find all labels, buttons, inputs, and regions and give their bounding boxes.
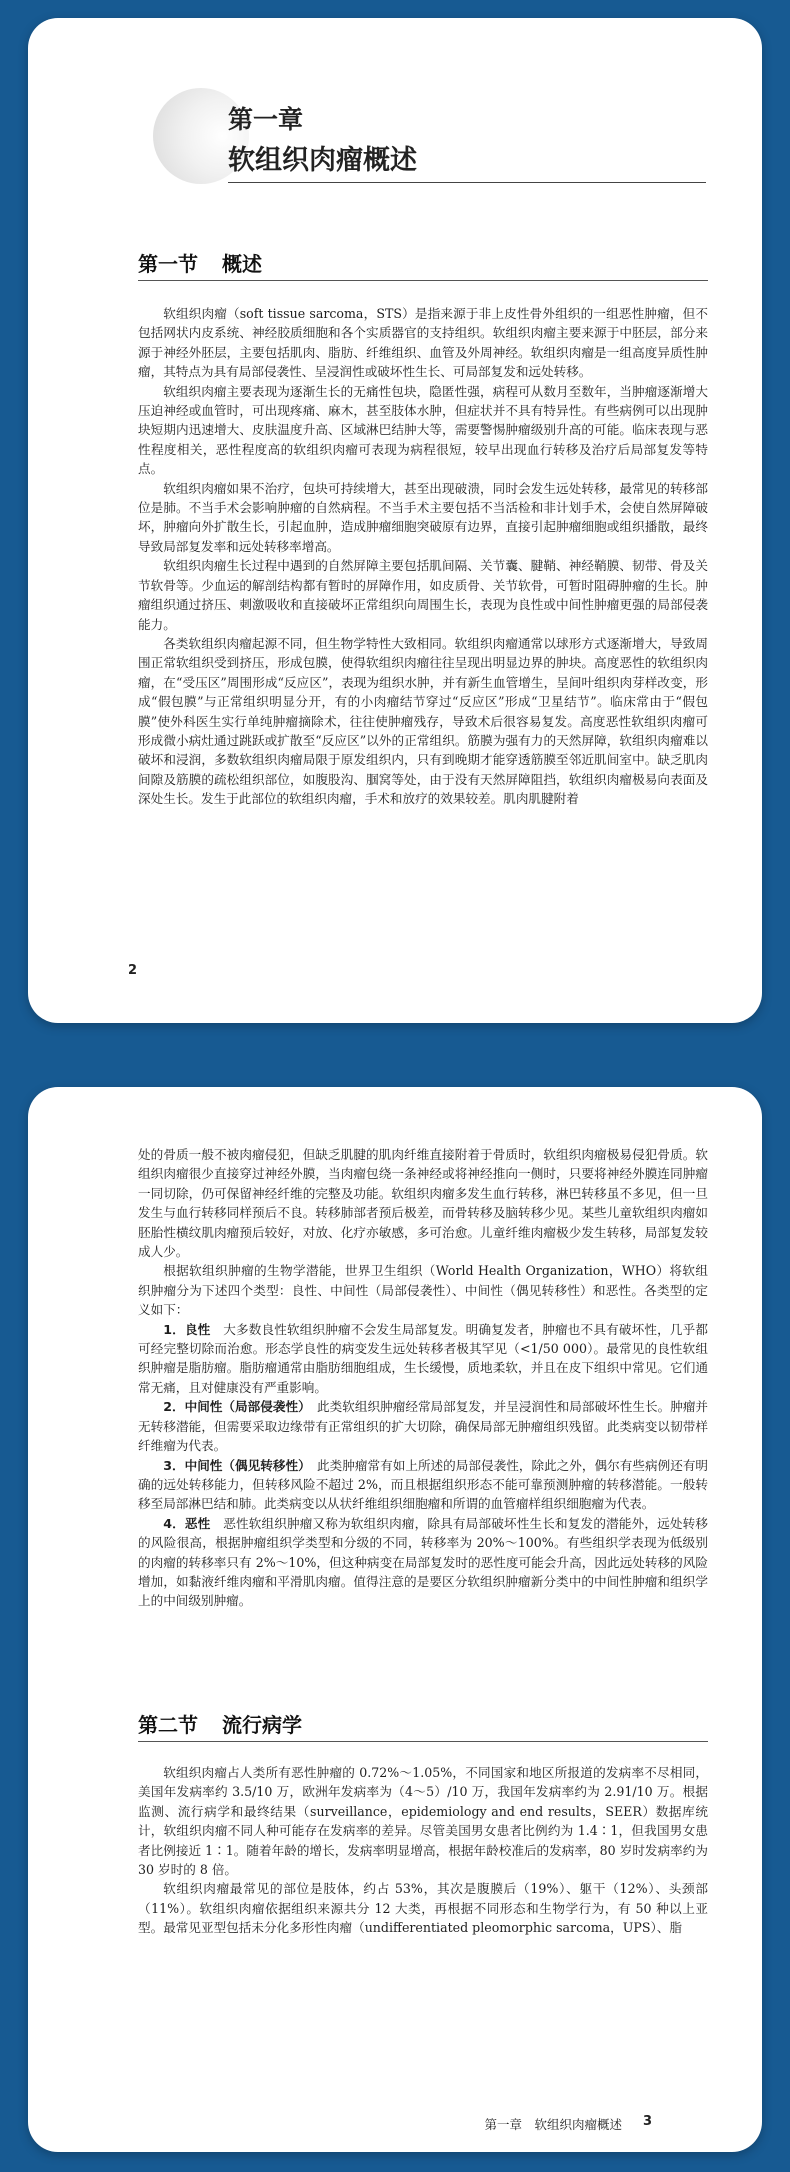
paragraph: 根据软组织肿瘤的生物学潜能，世界卫生组织（World Health Organization，WHO）将软组织肿瘤分为下述四个类型：良性、中间性（局部侵袭性）、中间性（偶见转移性）和恶性。各类型的定义如下：: [138, 1263, 708, 1318]
paragraph: 软组织肉瘤生长过程中遇到的自然屏障主要包括肌间隔、关节囊、腱鞘、神经鞘膜、韧带、骨及关节软骨等。少血运的解剖结构都有暂时的屏障作用，如皮质骨、关节软骨，可暂时阻碍肿瘤的生长。肿瘤组织通过挤压、刺激吸收和直接破坏正常组织向周围生长，表现为良性或中间性肿瘤更强的局部侵袭能力。: [138, 558, 708, 632]
paragraph: 软组织肉瘤（soft tissue sarcoma，STS）是指来源于非上皮性骨外组织的一组恶性肿瘤，但不包括网状内皮系统、神经胶质细胞和各个实质器官的支持组织。软组织肉瘤主要来源于中胚层，部分来源于神经外胚层，主要包括肌肉、脂肪、纤维组织、血管及外周神经。软组织肉瘤是一组高度异质性肿瘤，其特点为具有局部侵袭性、呈浸润性或破坏性生长、可局部复发和远处转移。: [138, 306, 708, 380]
category-text: 大多数良性软组织肿瘤不会发生局部复发。明确复发者，肿瘤也不具有破坏性，几乎都可经完整切除而治愈。形态学良性的病变发生远处转移者极其罕见（<1/50 000）。最常见的良性软组织肿瘤是脂肪瘤。脂肪瘤通常由脂肪细胞组成，生长缓慢，质地柔软，并且在皮下组织中常见。它们通常无痛，且对健康没有严重影响。: [138, 1321, 709, 1395]
continued-body: [138, 1145, 708, 1611]
book-page-left: [28, 18, 762, 1023]
paragraph: 处的骨质一般不被肉瘤侵犯，但缺乏肌腱的肌肉纤维直接附着于骨质时，软组织肉瘤极易侵犯骨质。软组织肉瘤很少直接穿过神经外膜，当肉瘤包绕一条神经或将神经推向一侧时，只要将神经外膜连同肿瘤一同切除，仍可保留神经纤维的完整及功能。软组织肉瘤多发生血行转移，淋巴转移虽不多见，但一旦发生与血行转移同样预后不良。转移肺部者预后极差，而骨转移及脑转移少见。某些儿童软组织肉瘤如胚胎性横纹肌肉瘤预后较好，对放、化疗亦敏感，多可治愈。儿童纤维肉瘤极少发生转移，局部复发较成人少。: [138, 1147, 708, 1260]
category-text: 恶性软组织肿瘤又称为软组织肉瘤，除具有局部破坏性生长和复发的潜能外，远处转移的风险很高，根据肿瘤组织学类型和分级的不同，转移率为 20%～100%。有些组织学表现为低级别的肉瘤的转移率只有 2%～10%，但这种病变在局部复发时的恶性度可能会升高，因此远处转移的风险增加，如黏液纤维肉瘤和平滑肌肉瘤。值得注意的是要区分软组织肿瘤新分类中的中间性肿瘤和组织学上的中间级别肿瘤。: [138, 1515, 709, 1609]
epidemiology-body: [138, 1763, 708, 1938]
paragraph: 各类软组织肉瘤起源不同，但生物学特性大致相同。软组织肉瘤通常以球形方式逐渐增大，导致周围正常软组织受到挤压，形成包膜，使得软组织肉瘤往往呈现出明显边界的肿块。高度恶性的软组织肉瘤，在“受压区”周围形成“反应区”，表现为组织水肿，并有新生血管增生，呈间叶组织肉芽样改变，形成“假包膜”与正常组织明显分开，有的小肉瘤结节穿过“反应区”形成“卫星结节”。临床常由于“假包膜”使外科医生实行单纯肿瘤摘除术，往往使肿瘤残存，导致术后很容易复发。高度恶性软组织肉瘤可形成微小病灶通过跳跃或扩散至“反应区”以外的正常组织。筋膜为强有力的天然屏障，软组织肉瘤难以破坏和浸润，多数软组织肉瘤局限于原发组织内，只有到晚期才能穿透筋膜至邻近肌间室中。缺乏肌肉间隙及筋膜的疏松组织部位，如腹股沟、腘窝等处，由于没有天然屏障阻挡，软组织肉瘤极易向表面及深处生长。发生于此部位的软组织肉瘤，手术和放疗的效果较差。肌肉肌腱附着: [138, 635, 708, 807]
category-label: 3．中间性（偶见转移性）: [163, 1457, 305, 1473]
category-benign: [138, 1320, 708, 1398]
overview-body: [138, 304, 708, 809]
book-page-right: [28, 1087, 762, 2152]
paragraph: 软组织肉瘤占人类所有恶性肿瘤的 0.72%～1.05%，不同国家和地区所报道的发病率不尽相同，美国年发病率约 3.5/10 万，欧洲年发病率为（4～5）/10 万，我国年发病率约为 2.91/10 万。根据监测、流行病学和最终结果（surveillance，epidemiology and end results，SEER）数据库统计，软组织肉瘤不同人种可能存在发病率的差异。尽管美国男女患者比例约为 1.4∶1，但我国男女患者比例接近 1∶1。随着年龄的增长，发病率明显增高，根据年龄校准后的发病率，80 岁时发病率约为 30 岁时的 8 倍。: [138, 1765, 708, 1878]
chapter-divider: [228, 182, 706, 183]
paragraph: 软组织肉瘤最常见的部位是肢体，约占 53%，其次是腹膜后（19%）、躯干（12%）、头颈部（11%）。软组织肉瘤依据组织来源共分 12 大类，再根据不同形态和生物学行为，有 50 种以上亚型。最常见亚型包括未分化多形性肉瘤（undifferentiated pleomorphic sarcoma，UPS）、脂: [138, 1881, 708, 1936]
running-header: 第一章 软组织肉瘤概述: [484, 2117, 622, 2132]
page-number: 2: [128, 963, 138, 978]
category-intermediate-local: [138, 1397, 708, 1455]
section-number: 第一节: [138, 252, 198, 276]
category-label: 4．恶性: [163, 1515, 211, 1531]
category-text: 此类肿瘤常有如上所述的局部侵袭性，除此之外，偶尔有些病例还有明确的远处转移能力，但转移风险不超过 2%，而且根据组织形态不能可靠预测肿瘤的转移潜能。一般转移至局部淋巴结和肺。此类病变以从状纤维组织细胞瘤和所谓的血管瘤样组织细胞瘤为代表。: [138, 1457, 709, 1512]
category-label: 2．中间性（局部侵袭性）: [163, 1399, 305, 1415]
section-heading-epidemiology: [138, 1709, 302, 1738]
section-title: 概述: [222, 252, 262, 276]
page-number: 3: [642, 2114, 652, 2129]
category-label: 1．良性: [163, 1321, 211, 1337]
category-intermediate-metastasizing: [138, 1456, 708, 1514]
paragraph: 软组织肉瘤如果不治疗，包块可持续增大，甚至出现破溃，同时会发生远处转移，最常见的转移部位是肺。不当手术会影响肿瘤的自然病程。不当手术主要包括不当活检和非计划手术，会使自然屏障破坏，肿瘤向外扩散生长，引起血肿，造成肿瘤细胞突破原有边界，直接引起肿瘤细胞或组织播散，最终导致局部复发率和远处转移率增高。: [138, 480, 708, 554]
section-title: 流行病学: [222, 1713, 302, 1737]
paragraph: 软组织肉瘤主要表现为逐渐生长的无痛性包块，隐匿性强，病程可从数月至数年，当肿瘤逐渐增大压迫神经或血管时，可出现疼痛、麻木，甚至肢体水肿，但症状并不具有特异性。有些病例可以出现肿块短期内迅速增大、皮肤温度升高、区域淋巴结肿大等，需要警惕肿瘤级别升高的可能。临床表现与恶性程度相关，恶性程度高的软组织肉瘤可表现为病程很短，较早出现血行转移及治疗后局部复发等特点。: [138, 383, 708, 477]
category-text: 此类软组织肿瘤经常局部复发，并呈浸润性和局部破坏性生长。肿瘤并无转移潜能，但需要采取边缘带有正常组织的扩大切除，确保局部无肿瘤组织残留。此类病变以韧带样纤维瘤为代表。: [138, 1399, 709, 1454]
section-heading-overview: [138, 248, 262, 277]
chapter-number: 第一章: [228, 105, 304, 134]
section-divider: [138, 1741, 708, 1742]
category-malignant: [138, 1514, 708, 1611]
chapter-title: 软组织肉瘤概述: [228, 145, 417, 176]
section-number: 第二节: [138, 1713, 198, 1737]
section-divider: [138, 280, 708, 281]
